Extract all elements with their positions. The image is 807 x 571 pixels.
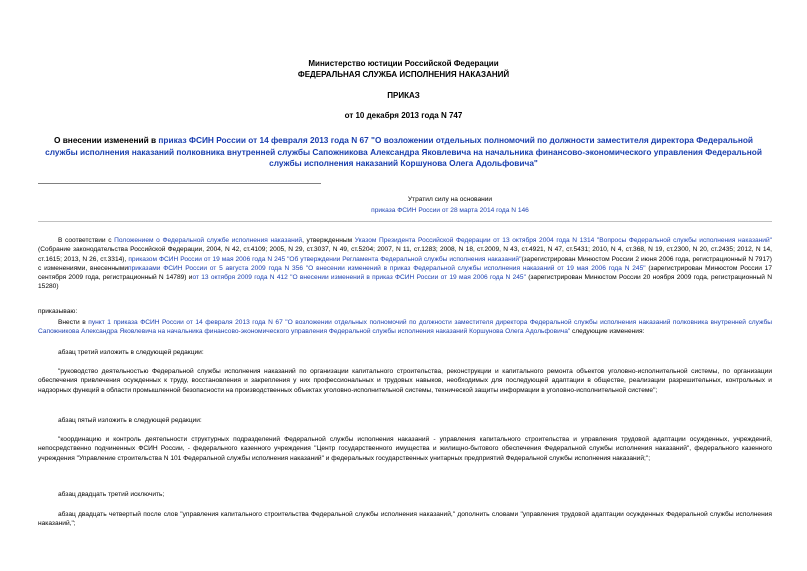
document-title: [40, 135, 767, 170]
link-order-412[interactable]: от 13 октября 2009 года N 412 "О внесении изменений в приказ ФСИН России от 19 мая 2006 года N 245": [192, 274, 526, 282]
paragraph-abzac-23: абзац двадцать третий исключить;: [58, 491, 165, 498]
preamble-paragraph: В соответствии с Положением о Федеральной службе исполнения наказаний, утвержденным Указом Президента Российской Федерации от 13 октября 2004 года N 1314 "Вопросы Федеральной службы исполнения наказаний" (Собрание законодательства Российской Федерации, 2004, N 42, ст.4109; 2005, N 29, ст.3037, N 49, ст.5204; 2007, N 11, ст.1283; 2008, N 18, ст.2009, N 43, ст.4921, N 47, ст.5431; 2010, N 4, ст.368, N 19, ст.2300, N 20, ст.2435; 2012, N 14, ст.1615; 2013, N 26, ст.3314), приказом ФСИН России от 19 мая 2006 года N 245 "Об утверждении Регламента Федеральной службы исполнения наказаний"(зарегистрирован Минюстом России 2 июня 2006 года, регистрационный N 7917) с изменениями, внесеннымиприказами ФСИН России от 5 августа 2009 года N 356 "О внесении изменений в приказ Федеральной службы исполнения наказаний от 19 мая 2006 года N 245" (зарегистрирован Минюстом России 17 сентября 2009 года, регистрационный N 14789) иот 13 октября 2009 года N 412 "О внесении изменений в приказ ФСИН России от 19 мая 2006 года N 245" (зарегистрирован Минюстом России 20 ноября 2009 года, регистрационный N 15280): [38, 237, 773, 291]
order-word: приказываю:: [38, 308, 78, 315]
link-presidential-decree[interactable]: Указом Президента Российской Федерации от 13 октября 2004 года N 1314 "Вопросы Федеральной службы исполнения наказаний": [354, 237, 773, 244]
title-prefix: О внесении изменений в: [53, 135, 159, 145]
link-order-356[interactable]: приказами ФСИН России от 5 августа 2009 года N 356 "О внесении изменений в приказ Федеральной службы исполнения наказаний от 19 мая 2006 года N 245": [128, 264, 646, 272]
title-link[interactable]: приказ ФСИН России от 14 февраля 2013 года N 67 "О возложении отдельных полномочий по должности заместителя директора Федеральной службы исполнения наказаний полковника внутренней службы Сапожникова Александра Яковлевича на начальника финансово-экономического управления Федеральной службы исполнения наказаний Коршунова Олега Адольфовича": [45, 135, 762, 168]
ministry-name: Министерство юстиции Российской Федерации: [308, 59, 499, 68]
paragraph-abzac-3-text: "руководство деятельностью Федеральной службы исполнения наказаний по организации капитального строительства, реконструкции и капитального ремонта объектов уголовно-исполнительной системы, по организации обеспечения привлечения осужденных к труду, восстановления и закрепления у них профессиональных и трудовых навыков, необходимых для последующей адаптации в обществе, реализации разрешительных, контрольных и надзорных функций в области промышленной безопасности на производственных объектах уголовно-исполнительной системы, технической защиты информации в уголовно-исполнительной системе";: [38, 368, 772, 394]
title-separator: [38, 183, 321, 184]
note-separator: [38, 221, 772, 222]
item-paragraph: Внести в пункт 1 приказа ФСИН России от 14 февраля 2013 года N 67 "О возложении отдельных полномочий по должности заместителя директора Федеральной службы исполнения наказаний полковника внутренней службы Сапожникова Александра Яковлевича на начальника финансово-экономического управления Федеральной службы исполнения наказаний Коршунова Олега Адольфовича" следующие изменения:: [38, 319, 772, 336]
link-order-67-item[interactable]: пункт 1 приказа ФСИН России от 14 февраля 2013 года N 67 "О возложении отдельных полномочий по должности заместителя директора Федеральной службы исполнения наказаний полковника внутренней службы Сапожникова Александра Яковлевича на начальника финансово-экономического управления Федеральной службы исполнения наказаний Коршунова Олега Адольфовича": [38, 319, 772, 336]
paragraph-abzac-5: абзац пятый изложить в следующей редакции:: [58, 417, 202, 424]
service-name: ФЕДЕРАЛЬНАЯ СЛУЖБА ИСПОЛНЕНИЯ НАКАЗАНИЙ: [297, 70, 510, 79]
repeal-note-line: Утратил силу на основании: [407, 196, 493, 203]
paragraph-abzac-5-text: "координацию и контроль деятельности структурных подразделений Федеральной службы исполнения наказаний - управления капитального строительства и управления трудовой адаптации осужденных, учреждений, непосредственно подчиненных ФСИН России, - федерального казенного учреждения "Центр государственного имущества и жилищно-бытового обеспечения Федеральной службы исполнения наказаний", федерального казенного учреждения "Управление строительства N 101 Федеральной службы исполнения наказаний" и федеральных государственных унитарных предприятий Федеральной службы исполнения наказаний;";: [38, 436, 772, 462]
document-type: ПРИКАЗ: [387, 91, 420, 100]
repeal-note-link[interactable]: приказа ФСИН России от 28 марта 2014 года N 146: [371, 207, 529, 214]
document-date-number: от 10 декабря 2013 года N 747: [344, 111, 463, 120]
link-regulation[interactable]: Положением о Федеральной службе исполнения наказаний: [114, 237, 303, 244]
paragraph-abzac-24: абзац двадцать четвертый после слов "управления капитального строительства Федеральной службы исполнения наказаний," дополнить словами "управления трудовой адаптации осужденных Федеральной службы исполнения наказаний,";: [38, 511, 772, 528]
repeal-note-link-wrap: [300, 206, 600, 215]
link-order-245[interactable]: приказом ФСИН России от 19 мая 2006 года N 245 "Об утверждении Регламента Федеральной службы исполнения наказаний": [128, 255, 522, 263]
paragraph-abzac-3: абзац третий изложить в следующей редакции:: [58, 349, 204, 356]
